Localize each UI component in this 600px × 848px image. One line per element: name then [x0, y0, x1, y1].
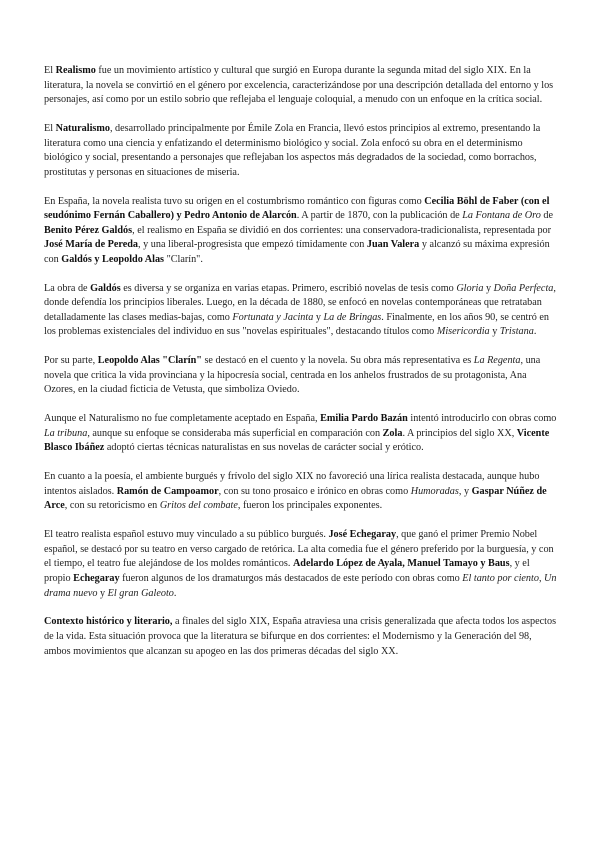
- text-run: fueron algunos de los dramaturgos más destacados de este período con obras como: [119, 572, 463, 584]
- text-run: .: [173, 587, 177, 599]
- bold-text: Echegaray: [73, 572, 120, 584]
- bold-text: Gaspar Núñez de Arce: [44, 485, 547, 512]
- bold-text: José María de Pereda: [44, 239, 139, 251]
- text-run: La obra de: [44, 282, 91, 294]
- text-run: y: [97, 587, 108, 599]
- bold-text: Cecilia Böhl de Faber (con el seudónimo Fernán Caballero) y Pedro Antonio de Alarcón: [44, 195, 550, 222]
- bold-text: Zola: [382, 427, 403, 439]
- italic-title: La tribuna: [44, 427, 88, 439]
- italic-title: Un drama nuevo: [44, 572, 557, 599]
- text-run: se destacó en el cuento y la novela. Su obra más representativa es: [201, 355, 474, 367]
- italic-title: Gritos del combate: [159, 500, 238, 512]
- bold-text: Benito Pérez Galdós: [44, 224, 133, 236]
- italic-title: El gran Galeoto: [107, 587, 174, 599]
- italic-title: La de Bringas: [323, 311, 382, 323]
- bold-text: Juan Valera: [366, 239, 420, 251]
- paragraph-7: [44, 470, 558, 514]
- bold-text: Leopoldo Alas "Clarín": [97, 355, 202, 367]
- text-run: , aunque su enfoque se consideraba más superficial en comparación con: [87, 427, 383, 439]
- paragraph-9: [44, 615, 558, 659]
- text-run: , una novela que critica la vida provinciana y la hipocresía social, centrada en los anhelos frustrados de su protagonista, Ana Ozores, en la ciudad ficticia de Vetusta, que simboliza Oviedo.: [44, 355, 541, 396]
- italic-title: Doña Perfecta: [493, 282, 554, 294]
- text-run: , con su retoricismo en: [64, 500, 160, 512]
- paragraph-8: [44, 528, 558, 601]
- text-run: El: [44, 65, 56, 76]
- italic-title: La Fontana de Oro: [462, 210, 541, 222]
- text-run: intentó introducirlo con obras como: [407, 413, 557, 425]
- paragraph-4: [44, 282, 558, 340]
- paragraph-1: [44, 64, 558, 108]
- text-run: , y: [458, 485, 472, 497]
- bold-text: Ramón de Campoamor: [116, 485, 219, 497]
- text-run: , donde defendía los principios liberales. Luego, en la década de 1880, se enfocó en novelas contemporáneas que retrataban detalladamente las clases medias-bajas, como: [44, 282, 556, 323]
- text-run: El teatro realista español estuvo muy vinculado a su público burgués.: [44, 529, 329, 541]
- text-run: , y el propio: [44, 558, 530, 584]
- bold-text: Galdós y Leopoldo Alas: [61, 253, 165, 265]
- bold-text: José Echegaray: [328, 529, 397, 541]
- bold-text: Emilia Pardo Bazán: [320, 413, 408, 425]
- bold-text: Adelardo López de Ayala, Manuel Tamayo y Baus: [292, 558, 510, 570]
- text-run: En España, la novela realista tuvo su origen en el costumbrismo romántico con figuras como: [44, 195, 425, 207]
- text-run: de: [540, 210, 553, 222]
- text-run: y: [483, 282, 494, 294]
- text-run: . Finalmente, en los años 90, se centró en los problemas existenciales del individuo en sus "novelas espirituales", destacando títulos como: [44, 311, 550, 338]
- bold-text: Galdós: [90, 282, 121, 294]
- text-run: , fueron los principales exponentes.: [237, 500, 383, 512]
- text-run: Por su parte,: [44, 355, 98, 367]
- text-run: En cuanto a la poesía, el ambiente burgués y frívolo del siglo XIX no favoreció una lírica realista destacada, aunque hubo intentos aislados.: [44, 471, 540, 497]
- document-body: [44, 64, 558, 673]
- italic-title: Gloria: [456, 282, 484, 294]
- text-run: , con su tono prosaico e irónico en obras como: [218, 485, 411, 497]
- text-run: .: [533, 326, 537, 338]
- italic-title: La Regenta: [473, 355, 521, 367]
- paragraph-6: [44, 412, 558, 456]
- paragraph-5: [44, 354, 558, 398]
- text-run: Aunque el Naturalismo no fue completamente aceptado en España,: [44, 413, 321, 425]
- paragraph-2: [44, 122, 558, 180]
- text-run: El: [44, 122, 56, 134]
- text-run: es diversa y se organiza en varias etapas. Primero, escribió novelas de tesis como: [120, 282, 457, 294]
- italic-title: Humoradas: [410, 485, 459, 497]
- italic-title: El tanto por ciento: [462, 572, 539, 584]
- text-run: , desarrollado principalmente por Émile Zola en Francia, llevó estos principios al extremo, presentando la literatura como una ciencia y enfatizando el determinismo biológico y social. Zola enfocó su obra en el determinismo biológico y social, presentando a personajes que reflejaban los aspectos más degradados de la sociedad, como borrachos, prostitutas y personas en situaciones de miseria.: [44, 122, 541, 178]
- paragraph-3: [44, 195, 558, 268]
- text-run: , el realismo en España se dividió en dos corrientes: una conservadora-tradicionalista, representada por: [132, 224, 552, 236]
- text-run: "Clarín".: [164, 253, 203, 265]
- text-run: . A partir de 1870, con la publicación de: [296, 210, 463, 222]
- text-run: a finales del siglo XIX, España atraviesa una crisis generalizada que afecta todos los aspectos de la vida. Esta situación provoca que la literatura se bifurque en dos corrientes: el Modernismo y la Generación del 98, ambos movimientos que alcanzan su apogeo en las dos primeras décadas del siglo XX.: [44, 616, 557, 657]
- italic-title: Misericordia: [436, 326, 490, 338]
- text-run: , que ganó el primer Premio Nobel español, se destacó por su teatro en verso cargado de retórica. La alta comedia fue el género preferido por la burguesía, y con el tiempo, el teatro fue alejándose de los moldes románticos.: [44, 529, 554, 570]
- italic-title: Fortunata y Jacinta: [232, 311, 314, 323]
- text-run: y: [489, 326, 500, 338]
- text-run: . A principios del siglo XX,: [402, 427, 517, 439]
- bold-text: Contexto histórico y literario,: [44, 616, 173, 628]
- text-run: adoptó ciertas técnicas naturalistas en sus novelas de carácter social y erótico.: [104, 442, 424, 454]
- text-run: , y una liberal-progresista que empezó tímidamente con: [138, 239, 367, 251]
- italic-title: Tristana: [499, 326, 534, 338]
- text-run: y alcanzó su máxima expresión con: [44, 239, 550, 265]
- text-run: fue un movimiento artístico y cultural que surgió en Europa durante la segunda mitad del siglo XIX. En la literatura, la novela se convirtió en el género por excelencia, caracterizándose por una descripción detallada del entorno y los personajes, así como por un estilo sobrio que reflejaba el lenguaje coloquial, a menudo con un enfoque en la crítica social.: [44, 65, 554, 106]
- bold-text: Vicente Blasco Ibáñez: [44, 427, 550, 454]
- bold-text: Realismo: [55, 65, 96, 76]
- bold-text: Naturalismo: [55, 122, 110, 134]
- text-run: y: [313, 311, 324, 323]
- text-run: ,: [538, 572, 545, 584]
